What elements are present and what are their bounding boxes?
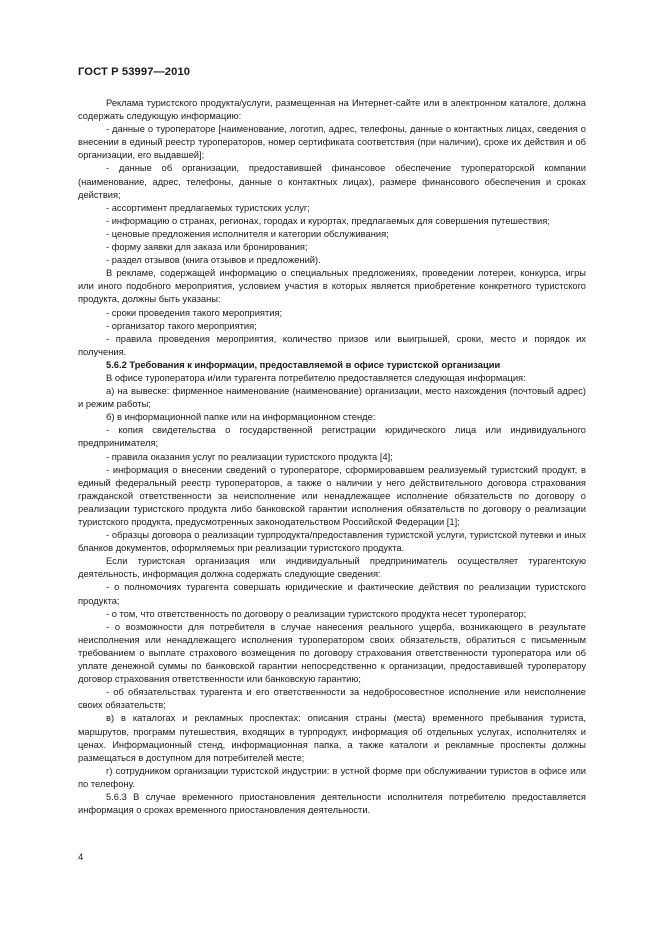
list-item: - раздел отзывов (книга отзывов и предложений). <box>106 255 321 266</box>
paragraph: Реклама туристского продукта/услуги, размещенная на Интернет-сайте или в электронном каталоге, должна содержать следующую информацию: <box>78 98 586 122</box>
list-item: - форму заявки для заказа или бронирования; <box>106 242 308 253</box>
list-item: - образцы договора о реализации турпродукта/предоставления туристской услуги, туристской путевки и иных бланков документов, оформляемых при реализации туристского продукта. <box>78 530 586 554</box>
section-heading: 5.6.2 Требования к информации, предоставляемой в офисе туристской организации <box>106 359 501 370</box>
list-item: - ассортимент предлагаемых туристских услуг; <box>106 202 310 213</box>
document-body <box>78 97 586 817</box>
list-item: - ценовые предложения исполнителя и категории обслуживания; <box>106 228 389 239</box>
paragraph: а) на вывеске: фирменное наименование (наименование) организации, место нахождения (почтовый адрес) и режим работы; <box>78 386 586 410</box>
list-item: - копия свидетельства о государственной регистрации юридического лица или индивидуального предпринимателя; <box>78 425 586 449</box>
list-item: - информация о внесении сведений о туроператоре, сформировавшем реализуемый туристский продукт, в единый федеральный реестр туроператоров, а также о наличии у него действительного договора страхования гражданской ответственности за неисполнение или ненадлежащее исполнение обязательств по договору о реализации туристского продукта либо банковской гарантии исполнения обязательств по договору о реализации туристского продукта, предусмотренных законодательством Российской Федерации [1]; <box>78 464 586 527</box>
paragraph: в) в каталогах и рекламных проспектах: описания страны (места) временного пребывания туриста, маршрутов, программ путешествия, входящих в турпродукт, информация об отдельных услугах, исполнителях и ценах. Информационный стенд, информационная папка, а также каталоги и рекламные проспекты должны размещаться в доступном для потребителей месте; <box>78 713 586 763</box>
paragraph: 5.6.3 В случае временного приостановления деятельности исполнителя потребителю предоставляется информация о сроках временного приостановления деятельности. <box>78 791 586 816</box>
paragraph: В рекламе, содержащей информацию о специальных предложениях, проведении лотереи, конкурса, игры или иного подобного мероприятия, условием участия в которых является приобретение конкретного туристского продукта, должны быть указаны: <box>78 268 586 305</box>
list-item: - сроки проведения такого мероприятия; <box>106 307 283 318</box>
list-item: - о полномочиях турагента совершать юридические и фактические действия по реализации туристского продукта; <box>78 582 586 606</box>
page-header-standard-id: ГОСТ Р 53997—2010 <box>78 66 191 78</box>
list-item: - правила оказания услуг по реализации туристского продукта [4]; <box>106 451 393 462</box>
list-item: - о возможности для потребителя в случае нанесения реального ущерба, возникающего в результате неисполнения или ненадлежащего исполнения туроператором своих обязательств, обратиться с письменным требованием о выплате страхового возмещения по договору страхования ответственности туроператора или об уплате денежной суммы по банковской гарантии непосредственно к организации, предоставившей туроператору договор страхования ответственности или банковскую гарантию; <box>78 621 586 685</box>
list-item: - данные о туроператоре [наименование, логотип, адрес, телефоны, данные о контактных лицах, сведения о внесении в единый реестр туроператоров, номер сертификата соответствия (при наличии), сроке их действия и об организации, его выдавшей]; <box>78 124 586 161</box>
list-item: - правила проведения мероприятия, количество призов или выигрышей, сроки, место и порядок их получения. <box>78 333 586 357</box>
list-item: - данные об организации, предоставившей финансовое обеспечение туроператорской компании (наименование, адрес, телефоны, данные о контактных лицах), размере финансового обеспечения и сроках действия; <box>78 163 586 200</box>
paragraph: В офисе туроператора и/или турагента потребителю предоставляется следующая информация: <box>106 372 526 383</box>
list-item: - об обязательствах турагента и его ответственности за недобросовестное исполнение или неисполнение своих обязательств; <box>78 687 586 711</box>
paragraph: Если туристская организация или индивидуальный предприниматель осуществляет турагентскую деятельность, информация должна содержать следующие сведения: <box>78 556 586 580</box>
paragraph: б) в информационной папке или на информационном стенде: <box>106 412 376 423</box>
page-number: 4 <box>78 852 84 863</box>
paragraph: г) сотрудником организации туристской индустрии: в устной форме при обслуживании туристов в офисе или по телефону. <box>78 765 586 789</box>
list-item: - о том, что ответственность по договору о реализации туристского продукта несет туроператор; <box>106 608 527 619</box>
list-item: - организатор такого мероприятия; <box>106 320 257 331</box>
list-item: - информацию о странах, регионах, городах и курортах, предлагаемых для совершения путешествия; <box>106 215 550 226</box>
